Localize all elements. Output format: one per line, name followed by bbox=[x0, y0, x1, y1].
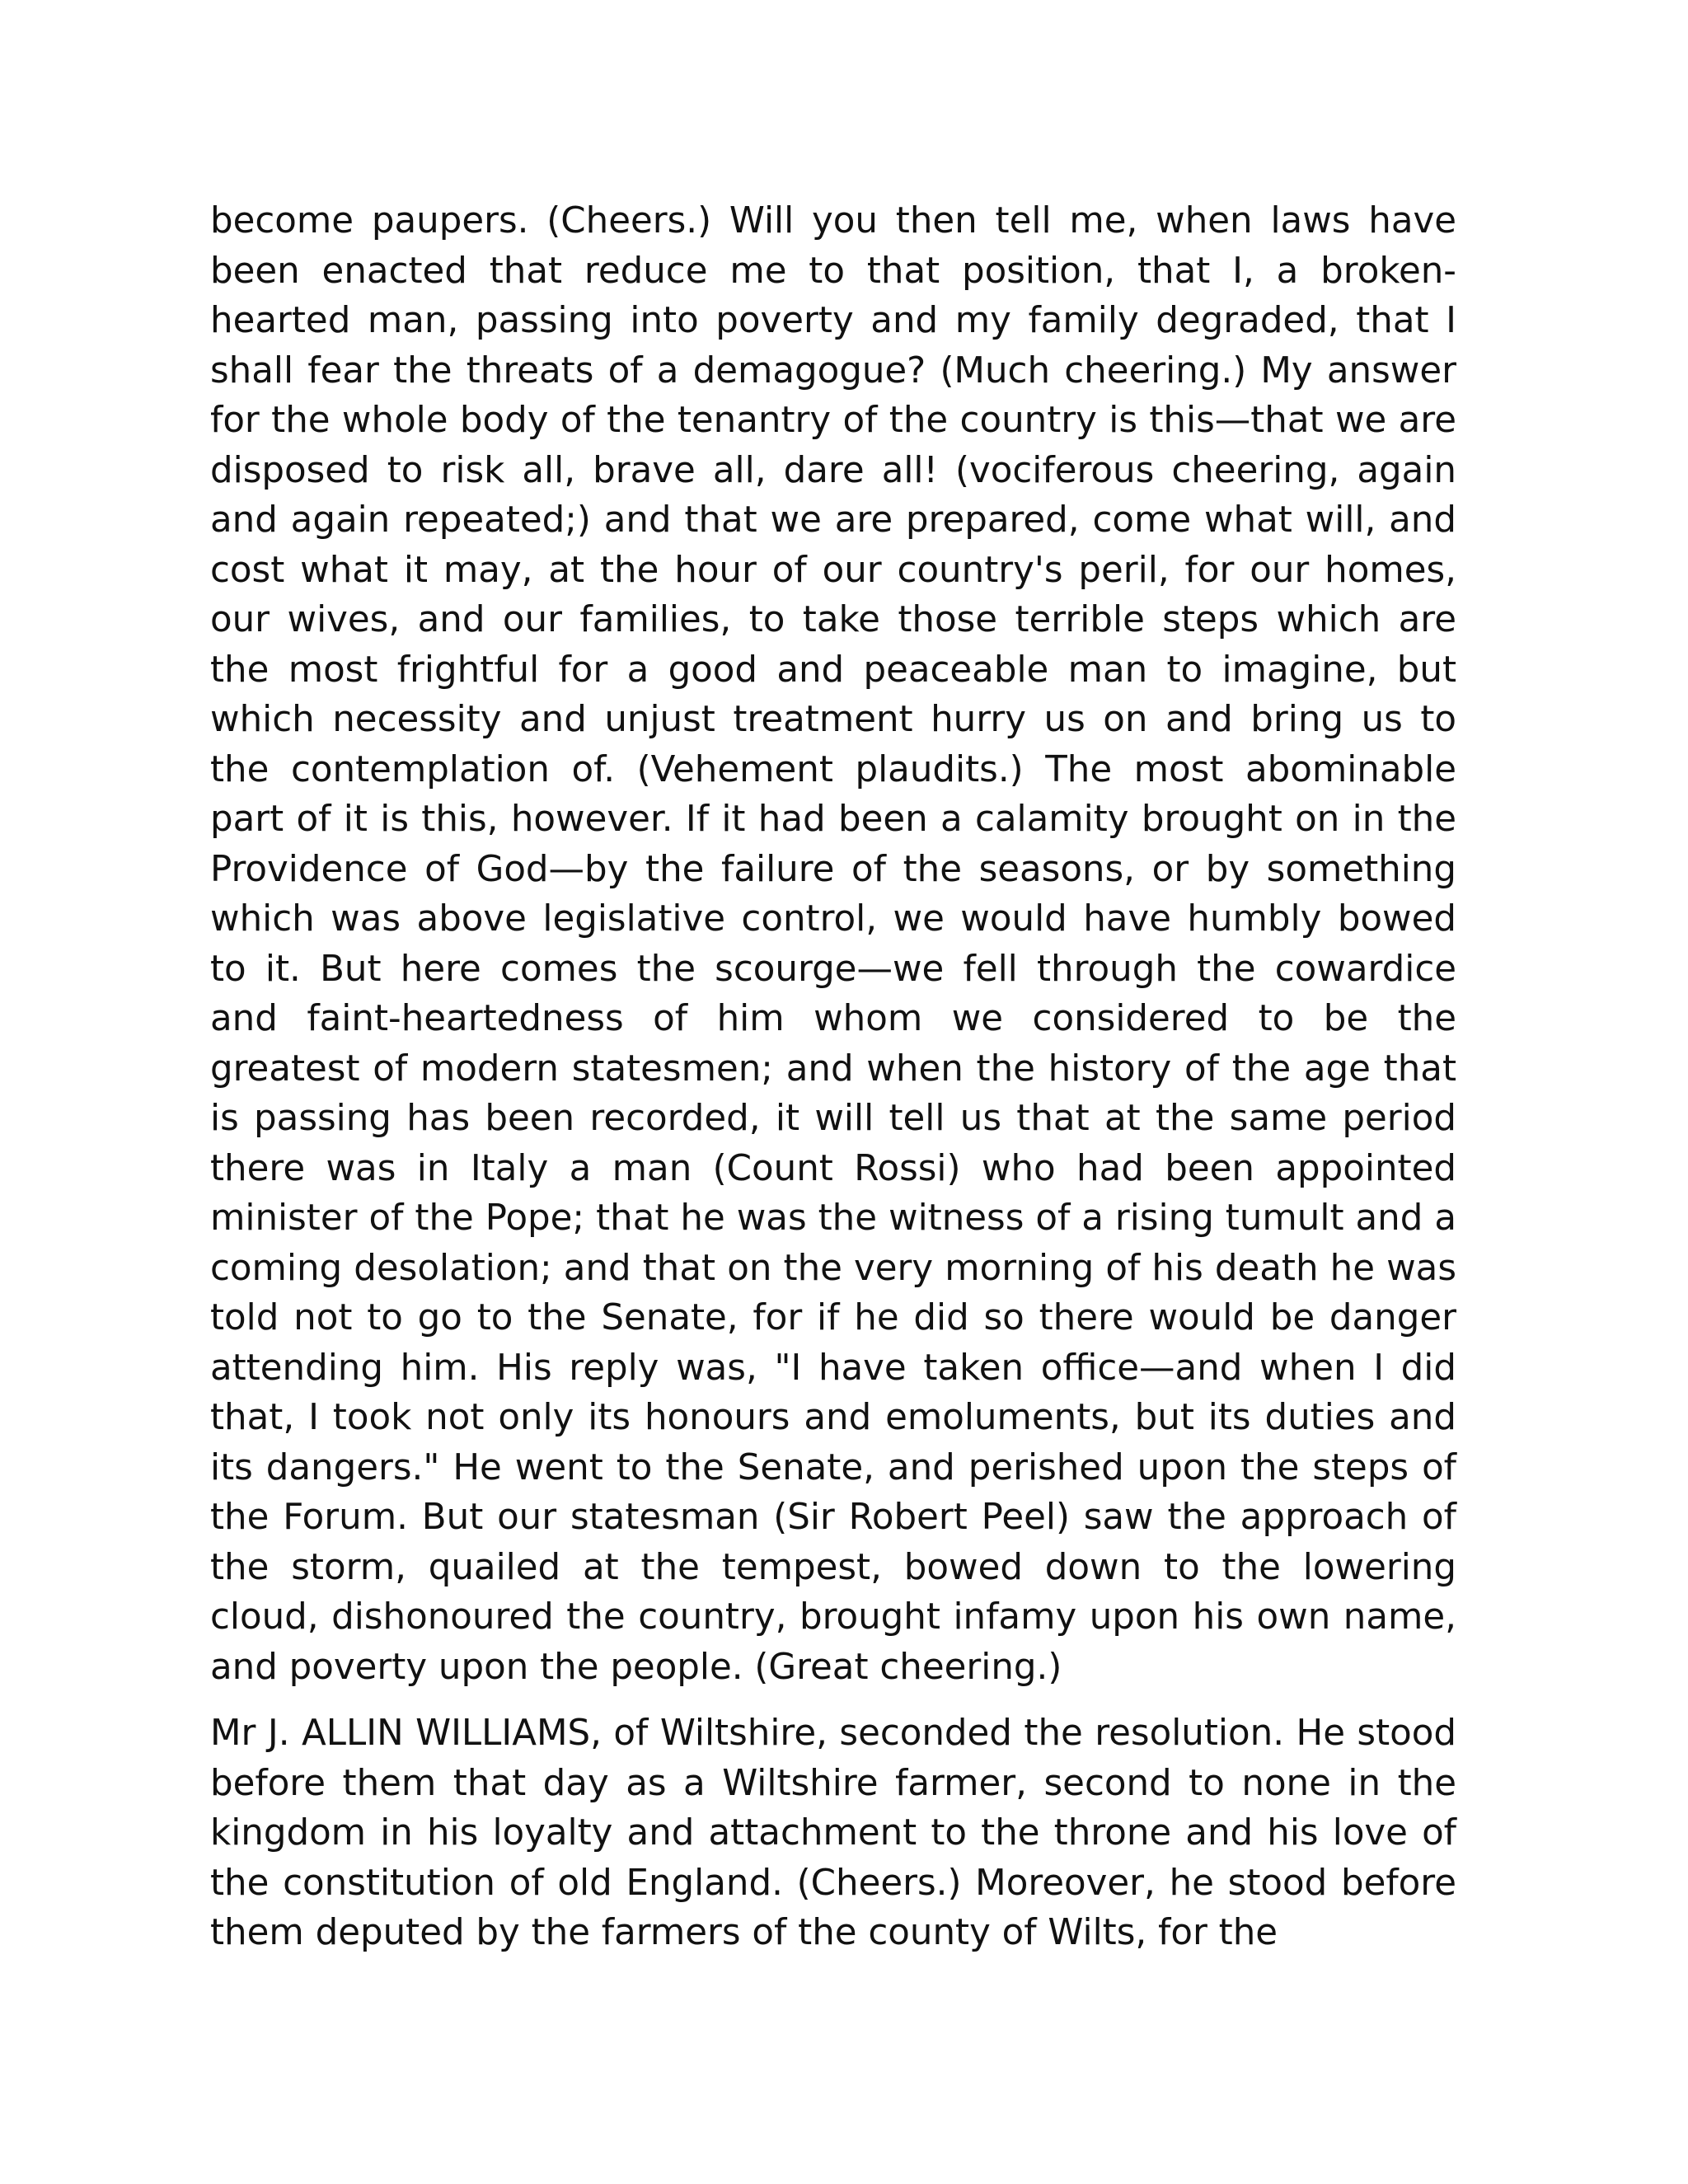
paragraph-speech: become paupers. (Cheers.) Will you then tell me, when laws have been enacted that reduce me to that position, that I, a broken-hearted man, passing into poverty and my family degraded, that I shall fear the threats of a demagogue? (Much cheering.) My answer for the whole body of the tenantry of the country is this—that we are disposed to risk all, brave all, dare all! (vociferous cheering, again and again repeated;) and that we are prepared, come what will, and cost what it may, at the hour of our country's peril, for our homes, our wives, and our families, to take those terrible steps which are the most frightful for a good and peaceable man to imagine, but which necessity and unjust treatment hurry us on and bring us to the contemplation of. (Vehement plaudits.) The most abominable part of it is this, however. If it had been a calamity brought on in the Providence of God—by the failure of the seasons, or by something which was above legislative control, we would have humbly bowed to it. But here comes the scourge—we fell through the cowardice and faint-heartedness of him whom we considered to be the greatest of modern statesmen; and when the history of the age that is passing has been recorded, it will tell us that at the same period there was in Italy a man (Count Rossi) who had been appointed minister of the Pope; that he was the witness of a rising tumult and a coming desolation; and that on the very morning of his death he was told not to go to the Senate, for if he did so there would be danger attending him. His reply was, "I have taken office—and when I did that, I took not only its honours and emoluments, but its duties and its dangers." He went to the Senate, and perished upon the steps of the Forum. But our statesman (Sir Robert Peel) saw the approach of the storm, quailed at the tempest, bowed down to the lowering cloud, dishonoured the country, brought infamy upon his own name, and poverty upon the people. (Great cheering.) bbox=[210, 200, 1456, 1688]
paragraph-williams: Mr J. ALLIN WILLIAMS, of Wiltshire, seconded the resolution. He stood before them that day as a Wiltshire farmer, second to none in the kingdom in his loyalty and attachment to the throne and his love of the constitution of old England. (Cheers.) Moreover, he stood before them deputed by the farmers of the county of Wilts, for the bbox=[210, 1713, 1456, 1953]
body-text bbox=[210, 196, 1456, 1958]
